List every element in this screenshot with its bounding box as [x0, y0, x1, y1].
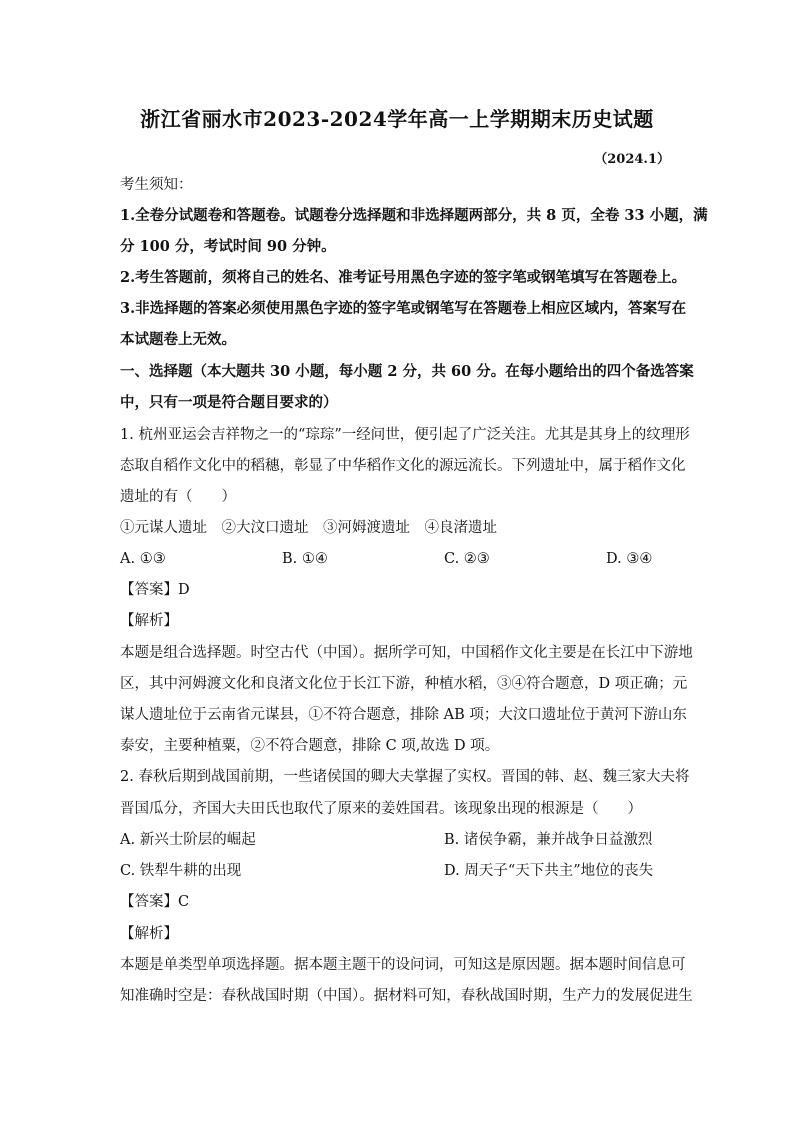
q2-option-c: C. 铁犁牛耕的出现 [120, 863, 242, 879]
q1-option-b: B. ①④ [282, 551, 328, 567]
q1-option-d: D. ③④ [606, 551, 653, 567]
notice-item-3-line-1: 3.非选择题的答案必须使用黑色字迹的签字笔或钢笔写在答题卷上相应区域内，答案写在 [120, 300, 687, 317]
q2-option-a: A. 新兴士阶层的崛起 [120, 832, 256, 848]
q1-option-a: A. ①③ [120, 551, 166, 567]
notice-heading: 考生须知： [120, 177, 193, 193]
q2-stem-line-2: 晋国瓜分，齐国大夫田氏也取代了原来的姜姓国君。该现象出现的根源是（ ） [120, 801, 642, 817]
q2-answer: 【答案】C [120, 894, 190, 910]
q1-analysis-line-2: 区，其中河姆渡文化和良渚文化位于长江下游，种植水稻，③④符合题意，D 项正确；元 [120, 676, 688, 692]
q2-option-b: B. 诸侯争霸，兼并战争日益激烈 [444, 832, 653, 848]
q1-stem-line-1: 1. 杭州亚运会吉祥物之一的“琮琮”一经问世，便引起了广泛关注。尤其是其身上的纹理形 [120, 427, 690, 443]
page-title: 浙江省丽水市2023-2024学年高一上学期期末历史试题 [140, 107, 654, 131]
notice-item-2: 2.考生答题前，须将自己的姓名、准考证号用黑色字迹的签字笔或钢笔填写在答题卷上。 [120, 269, 687, 286]
section-heading-line-2: 中，只有一项是符合题目要求的） [120, 394, 338, 411]
q1-option-c: C. ②③ [444, 551, 490, 567]
q1-analysis-line-4: 泰安，主要种植粟，②不符合题意，排除 C 项,故选 D 项。 [120, 738, 500, 754]
exam-date: （2024.1） [594, 152, 670, 167]
q1-items: ①元谋人遗址 ②大汶口遗址 ③河姆渡遗址 ④良渚遗址 [120, 520, 497, 536]
notice-item-1-line-2: 分 100 分，考试时间 90 分钟。 [120, 238, 336, 255]
q2-stem-line-1: 2. 春秋后期到战国前期，一些诸侯国的卿大夫掌握了实权。晋国的韩、赵、魏三家大夫将 [120, 769, 690, 785]
notice-item-1-line-1: 1.全卷分试题卷和答题卷。试题卷分选择题和非选择题两部分，共 8 页，全卷 33 小题，满 [120, 207, 708, 224]
q2-analysis-label: 【解析】 [120, 926, 178, 942]
q1-analysis-label: 【解析】 [120, 613, 178, 629]
notice-item-3-line-2: 本试题卷上无效。 [120, 331, 236, 348]
q1-analysis-line-3: 谋人遗址位于云南省元谋县，①不符合题意，排除 AB 项；大汶口遗址位于黄河下游山东 [120, 707, 687, 723]
q1-stem-line-3: 遗址的有（ ） [120, 489, 236, 505]
q2-option-d: D. 周天子“天下共主”地位的丧失 [444, 863, 654, 879]
q2-analysis-line-1: 本题是单类型单项选择题。据本题主题干的设问词，可知这是原因题。据本题时间信息可 [120, 957, 686, 973]
q1-answer: 【答案】D [120, 582, 190, 598]
q2-analysis-line-2: 知准确时空是：春秋战国时期（中国）。据材料可知，春秋战国时期，生产力的发展促进生 [120, 988, 693, 1004]
section-heading-line-1: 一、选择题（本大题共 30 小题，每小题 2 分，共 60 分。在每小题给出的四个备选答案 [120, 363, 694, 380]
q1-analysis-line-1: 本题是组合选择题。时空古代（中国）。据所学可知，中国稻作文化主要是在长江中下游地 [120, 645, 693, 661]
q1-stem-line-2: 态取自稻作文化中的稻穗，彰显了中华稻作文化的源远流长。下列遗址中，属于稻作文化 [120, 458, 686, 474]
